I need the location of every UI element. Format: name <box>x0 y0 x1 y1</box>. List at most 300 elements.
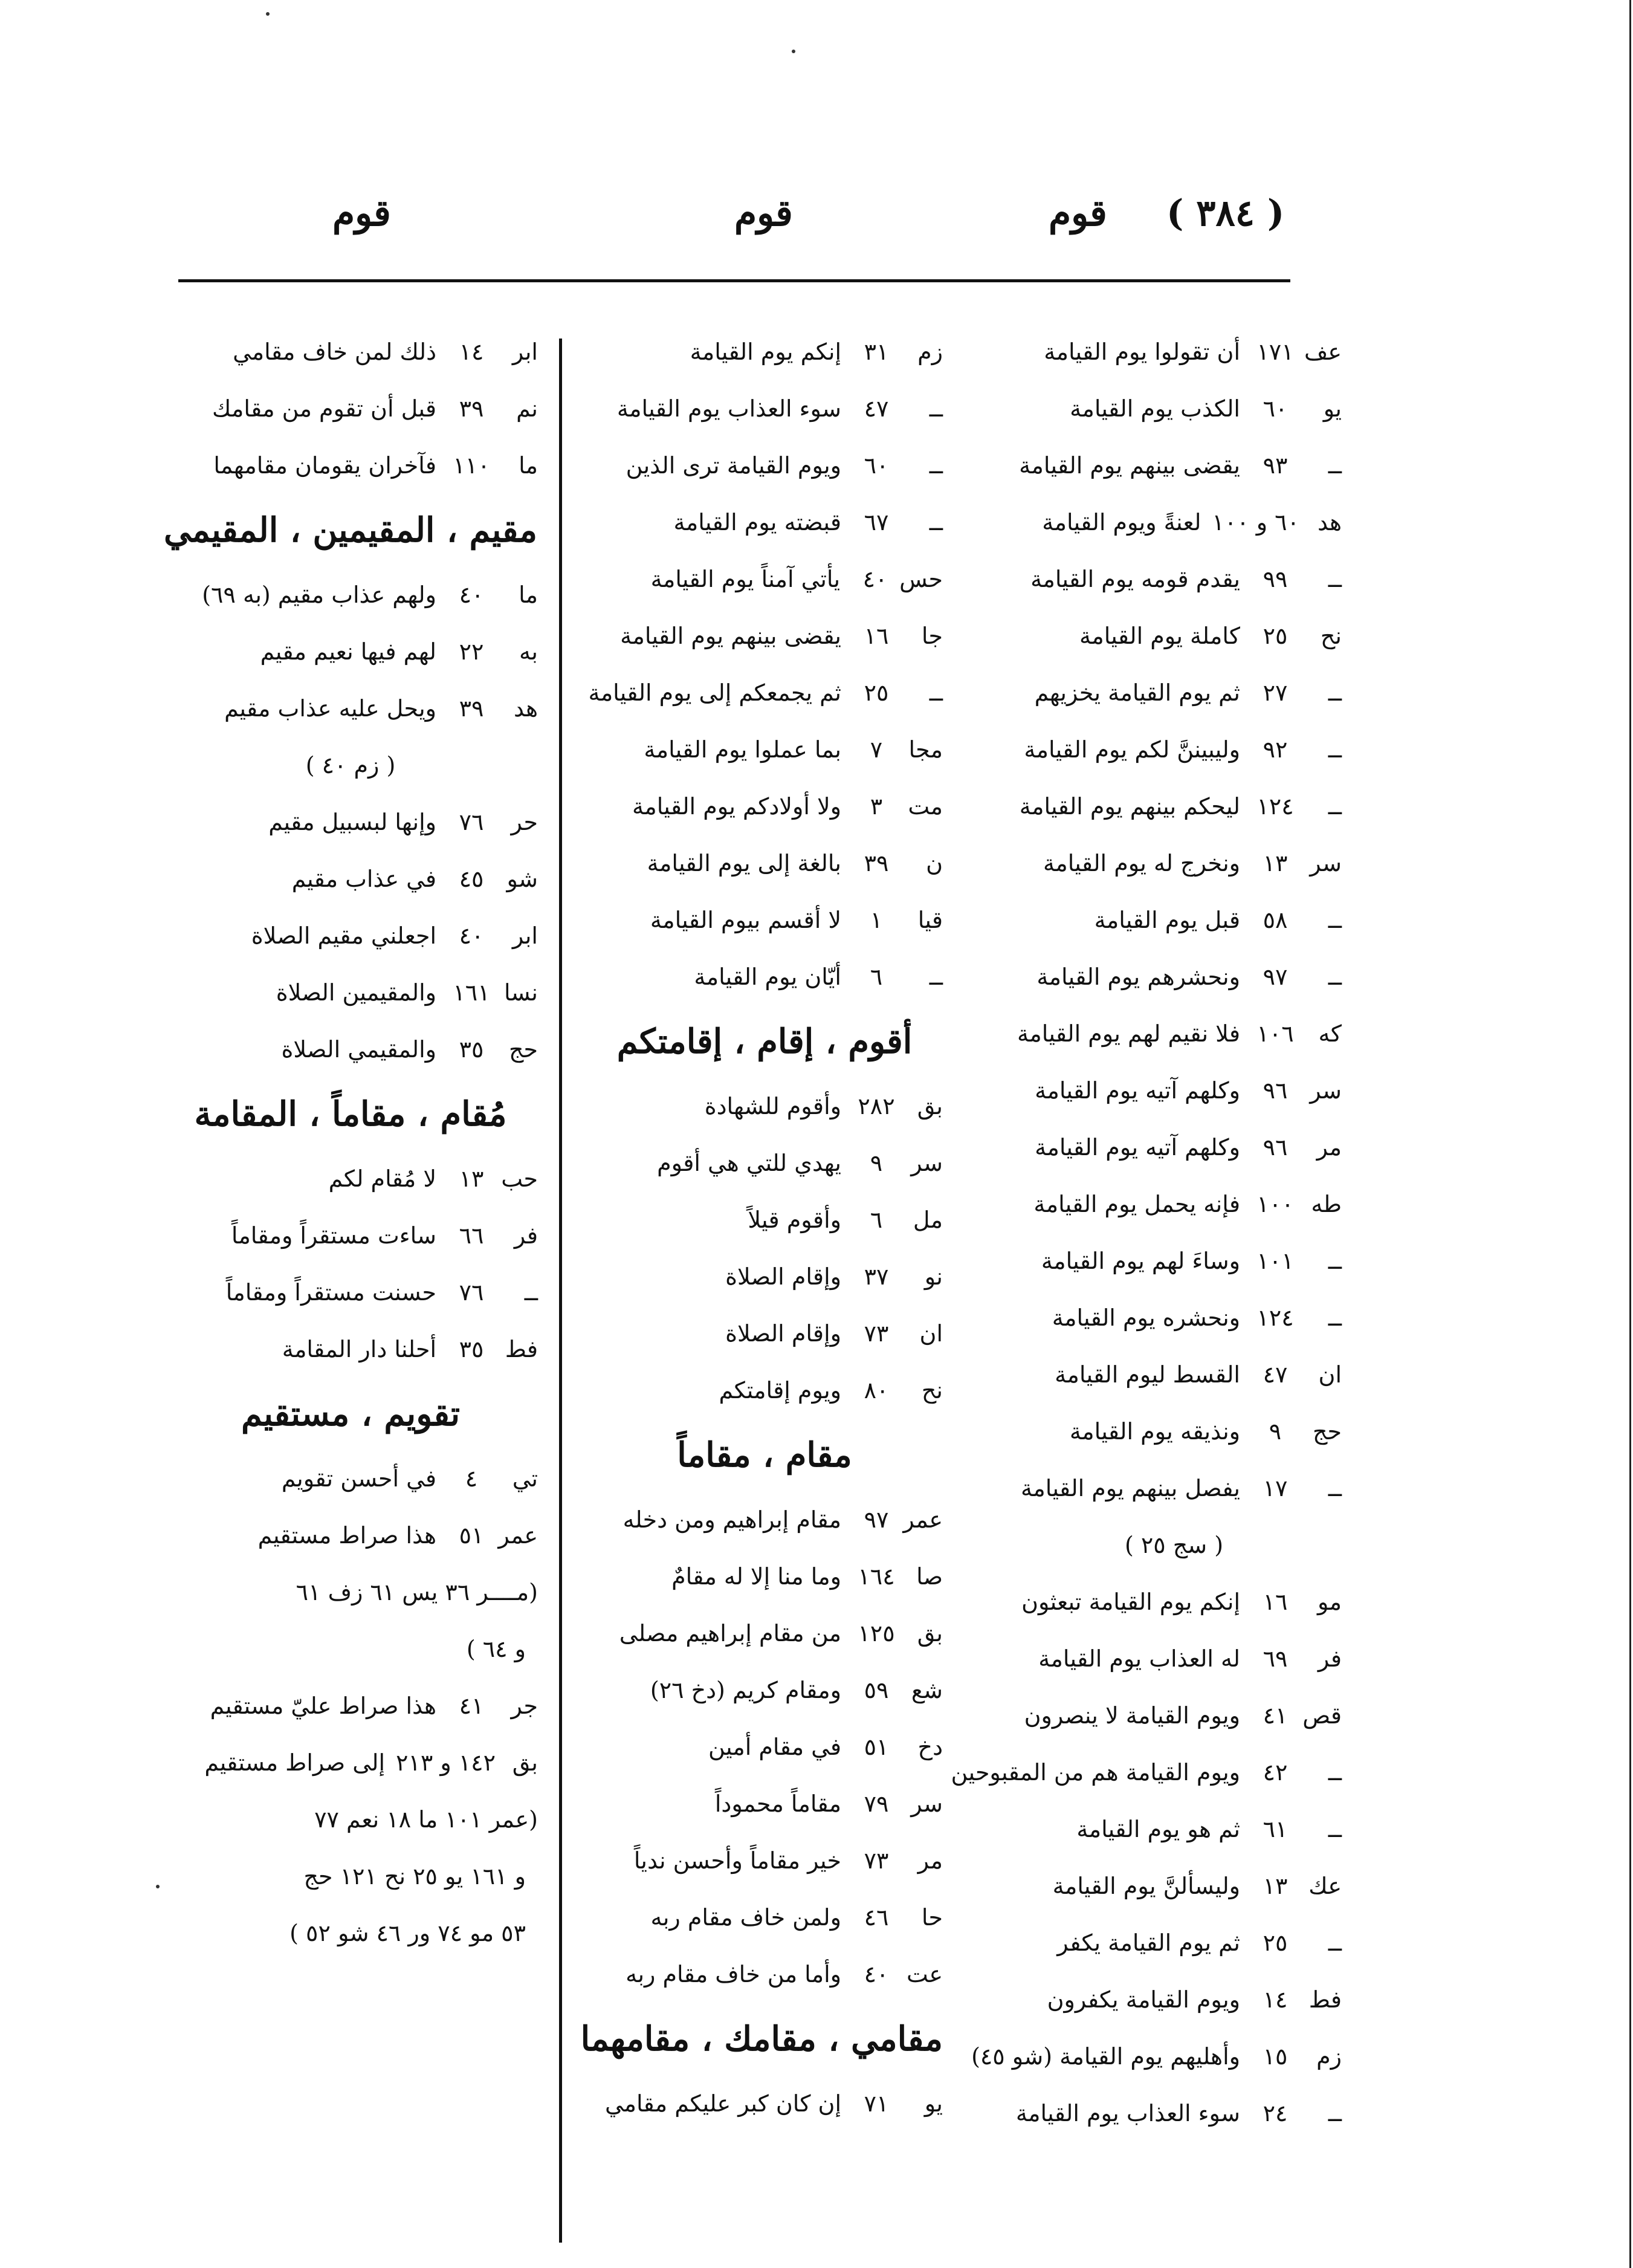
index-entry <box>163 566 538 623</box>
entry-abbreviation: مر <box>1316 1134 1342 1161</box>
entry-text: يقضى بينهم يوم القيامة <box>1019 452 1240 479</box>
entry-verse-number: ١٧ <box>1263 1475 1288 1502</box>
header-rule <box>178 279 1290 282</box>
index-entry <box>1006 1573 1342 1630</box>
entry-verse-number: ٩ <box>1269 1418 1282 1445</box>
entry-verse-number: ٤٧ <box>1263 1361 1288 1388</box>
index-entry <box>586 1491 943 1548</box>
entry-text: وأهليهم يوم القيامة (شو ٤٥) <box>971 2043 1240 2070</box>
entry-verse-number: ٣٩ <box>459 695 484 722</box>
scan-edge <box>1629 0 1631 2268</box>
entry-text: فآخران يقومان مقامهما <box>213 452 436 479</box>
entry-text: يقضى بينهم يوم القيامة <box>620 623 841 649</box>
entry-text: ونذيقه يوم القيامة <box>1069 1418 1240 1445</box>
entry-verse-number: ٧ <box>870 736 883 763</box>
entry-text: وليسألنَّ يوم القيامة <box>1052 1873 1240 1899</box>
entry-abbreviation: ابر <box>512 339 538 365</box>
entry-text: يفصل بينهم يوم القيامة <box>1021 1475 1240 1502</box>
entry-abbreviation: به <box>519 638 538 665</box>
index-entry <box>951 1744 1342 1801</box>
entry-verse-number: ٣٩ <box>864 850 889 876</box>
entry-abbreviation: ان <box>1318 1361 1342 1388</box>
entry-text: وكلهم آتيه يوم القيامة <box>1035 1077 1240 1104</box>
entry-verse-number: ٦٦ <box>459 1222 484 1249</box>
entry-abbreviation: زم <box>917 339 943 365</box>
section-heading: مقامي ، مقامك ، مقامهما <box>580 2019 943 2059</box>
index-entry <box>1006 1289 1342 1346</box>
index-entry <box>1006 835 1342 892</box>
index-entry <box>586 551 943 608</box>
entry-verse-number: ٦ <box>870 964 883 990</box>
entry-text: قبل يوم القيامة <box>1094 907 1240 933</box>
index-entry <box>163 964 538 1021</box>
entry-verse-number: ٢٤ <box>1263 2100 1288 2127</box>
entry-text: ثم يوم القيامة يكفر <box>1057 1929 1240 1956</box>
entry-abbreviation: يو <box>1323 395 1342 422</box>
entry-text: لهم فيها نعيم مقيم <box>260 638 436 665</box>
index-entry <box>163 1450 538 1507</box>
entry-verse-number: ١٦ <box>1263 1589 1288 1615</box>
entry-abbreviation: مجا <box>908 736 943 763</box>
entry-abbreviation: بق <box>512 1749 538 1776</box>
header-word-middle: قوم <box>734 192 793 235</box>
entry-text: وإنها لبسبيل مقيم <box>268 809 436 835</box>
index-entry <box>163 850 538 907</box>
index-entry <box>1006 494 1342 551</box>
entry-verse-number: ٩٦ <box>1263 1134 1288 1161</box>
index-entry <box>1006 1233 1342 1289</box>
entry-abbreviation: عك <box>1308 1873 1342 1899</box>
index-entry <box>1006 1971 1342 2028</box>
index-entry <box>586 1889 943 1946</box>
entry-abbreviation: ما <box>519 582 538 608</box>
entry-abbreviation: حر <box>511 809 538 835</box>
reference-line: و ٦٤ ) <box>466 1636 526 1662</box>
section-heading: تقويم ، مستقيم <box>241 1394 461 1434</box>
index-entry <box>586 1662 943 1719</box>
entry-abbreviation: ــ <box>524 1279 538 1306</box>
entry-text: وأقوم قيلاً <box>748 1207 841 1233</box>
entry-abbreviation: مل <box>913 1207 943 1233</box>
index-entry <box>586 948 943 1005</box>
entry-abbreviation: جا <box>921 623 943 649</box>
index-entry <box>586 1719 943 1775</box>
index-entry <box>163 1507 538 1564</box>
index-entry <box>163 737 538 794</box>
index-entry <box>1006 1403 1342 1460</box>
entry-verse-number: ٤٠ <box>459 922 484 949</box>
entry-verse-number: ٩٧ <box>1263 964 1288 990</box>
entry-text: ولهم عذاب مقيم (به ٦٩) <box>202 582 436 608</box>
entry-abbreviation: صا <box>916 1563 943 1590</box>
scan-speck <box>792 50 795 53</box>
entry-abbreviation: ــ <box>1328 1759 1342 1786</box>
index-entry <box>163 323 538 380</box>
entry-verse-number: ٤٠ <box>862 566 888 592</box>
index-entry <box>1006 1858 1342 1914</box>
entry-text: ويوم القيامة ترى الذين <box>626 452 841 479</box>
entry-text: وأقوم للشهادة <box>704 1093 841 1119</box>
entry-verse-number: ٥١ <box>864 1734 889 1760</box>
index-entry <box>586 664 943 721</box>
entry-abbreviation: ــ <box>1328 1304 1342 1331</box>
entry-verse-number: ٢٥ <box>1263 1929 1288 1956</box>
entry-verse-number: ٦١ <box>1263 1816 1288 1842</box>
entry-verse-number: ١٠٦ <box>1256 1020 1294 1047</box>
entry-text: من مقام إبراهيم مصلى <box>619 1620 841 1647</box>
entry-abbreviation: ــ <box>1328 2100 1342 2127</box>
index-entry <box>586 778 943 835</box>
index-entry <box>1006 721 1342 778</box>
entry-text: سوء العذاب يوم القيامة <box>1015 2100 1240 2127</box>
entry-verse-number: ٤٠ <box>459 582 484 608</box>
index-entry <box>163 1321 538 1378</box>
entry-abbreviation: بق <box>917 1620 943 1647</box>
entry-verse-number: ٤٦ <box>864 1904 889 1931</box>
entry-text: مقام إبراهيم ومن دخله <box>622 1506 841 1533</box>
index-entry <box>1006 2085 1342 2142</box>
entry-verse-number: ١٦٤ <box>858 1563 895 1590</box>
entry-text: قبضته يوم القيامة <box>673 509 841 536</box>
entry-text: والمقيمي الصلاة <box>281 1036 436 1063</box>
entry-text: أن تقولوا يوم القيامة <box>1044 339 1240 365</box>
entry-abbreviation: كه <box>1318 1020 1342 1047</box>
entry-abbreviation: سر <box>1310 1077 1342 1104</box>
entry-abbreviation: قيا <box>917 907 943 933</box>
index-entry <box>586 1946 943 2003</box>
entry-text: إن كان كبر عليكم مقامي <box>604 2090 841 2117</box>
entry-text: إلى صراط مستقيم <box>204 1749 386 1776</box>
entry-text: سوء العذاب يوم القيامة <box>616 395 841 422</box>
entry-text: والمقيمين الصلاة <box>276 979 436 1006</box>
entry-verse-number: ١٤٢ و ٢١٣ <box>396 1749 496 1776</box>
entry-abbreviation: حب <box>501 1165 538 1192</box>
entry-verse-number: ٥٩ <box>864 1677 889 1703</box>
entry-text: وليبيننَّ لكم يوم القيامة <box>1024 736 1240 763</box>
index-entry <box>1006 1687 1342 1744</box>
entry-abbreviation: طه <box>1311 1191 1342 1217</box>
entry-verse-number: ١٤ <box>459 339 484 365</box>
entry-verse-number: ٣٩ <box>459 395 484 422</box>
index-entry <box>586 323 943 380</box>
entry-abbreviation: ــ <box>1328 964 1342 990</box>
entry-verse-number: ٧٣ <box>864 1320 889 1347</box>
section-heading: أقوم ، إقام ، إقامتكم <box>616 1022 913 1061</box>
entry-verse-number: ٤٥ <box>459 866 484 892</box>
entry-text: مقاماً محموداً <box>714 1790 841 1817</box>
entry-text: بالغة إلى يوم القيامة <box>647 850 841 876</box>
entry-verse-number: ٧٩ <box>864 1790 889 1817</box>
index-entry <box>1006 551 1342 608</box>
entry-abbreviation: ــ <box>1328 1929 1342 1956</box>
entry-verse-number: ٣٧ <box>864 1263 889 1290</box>
entry-verse-number: ٦٠ و ١٠٠ <box>1212 509 1299 536</box>
entry-abbreviation: تي <box>512 1465 538 1492</box>
entry-text: الكذب يوم القيامة <box>1070 395 1240 422</box>
entry-abbreviation: ــ <box>1328 793 1342 820</box>
entry-text: خير مقاماً وأحسن ندياً <box>633 1847 841 1874</box>
entry-abbreviation: فر <box>1318 1645 1342 1672</box>
index-entry <box>586 1191 943 1248</box>
entry-abbreviation: ــ <box>1328 736 1342 763</box>
entry-verse-number: ٩٦ <box>1263 1077 1288 1104</box>
entry-abbreviation: عمر <box>498 1522 538 1549</box>
index-entry <box>1006 1460 1342 1517</box>
entry-text: ساءت مستقراً ومقاماً <box>231 1222 436 1249</box>
entry-verse-number: ١٣ <box>1263 1873 1288 1899</box>
entry-text: قبل أن تقوم من مقامك <box>212 395 436 422</box>
entry-text: يقدم قومه يوم القيامة <box>1030 566 1240 592</box>
entry-abbreviation: عف <box>1304 339 1342 365</box>
entry-abbreviation: ــ <box>929 679 943 706</box>
entry-text: ثم يجمعكم إلى يوم القيامة <box>588 679 841 706</box>
index-entry <box>1006 323 1342 380</box>
index-entry <box>1006 1630 1342 1687</box>
entry-abbreviation: مو <box>1318 1589 1342 1615</box>
entry-verse-number: ٢٧ <box>1263 679 1288 706</box>
entry-abbreviation: نسا <box>503 979 538 1006</box>
entry-verse-number: ٤١ <box>459 1693 484 1719</box>
entry-verse-number: ٤١ <box>1263 1702 1288 1729</box>
entry-verse-number: ٦ <box>870 1207 883 1233</box>
index-entry <box>586 2075 943 2132</box>
entry-verse-number: ٩٧ <box>864 1506 889 1533</box>
entry-text: بما عملوا يوم القيامة <box>644 736 841 763</box>
index-entry <box>163 623 538 680</box>
header-word-left: قوم <box>332 192 391 235</box>
index-entry <box>1006 608 1342 664</box>
entry-verse-number: ٨٠ <box>864 1377 889 1404</box>
entry-verse-number: ١٣ <box>459 1165 484 1192</box>
entry-verse-number: ١٦ <box>864 623 889 649</box>
index-entry <box>586 1548 943 1605</box>
index-entry <box>1006 948 1342 1005</box>
entry-text: ويوم القيامة يكفرون <box>1047 1986 1240 2013</box>
entry-abbreviation: شو <box>506 866 538 892</box>
entry-verse-number: ٥١ <box>459 1522 484 1549</box>
index-entry <box>586 1135 943 1191</box>
entry-abbreviation: ــ <box>1328 679 1342 706</box>
entry-verse-number: ٤٠ <box>864 1961 889 1988</box>
entry-verse-number: ٧٦ <box>459 1279 484 1306</box>
entry-text: ثم يوم القيامة يخزيهم <box>1034 679 1240 706</box>
entry-text: وساءَ لهم يوم القيامة <box>1041 1248 1240 1274</box>
entry-verse-number: ٥٨ <box>1263 907 1288 933</box>
entry-text: في مقام أمين <box>708 1734 841 1760</box>
entry-text: وما منا إلا له مقامٌ <box>671 1563 841 1590</box>
entry-verse-number: ٤٢ <box>1263 1759 1288 1786</box>
entry-abbreviation: شع <box>911 1677 943 1703</box>
index-entry <box>1006 1914 1342 1971</box>
entry-text: ويحل عليه عذاب مقيم <box>224 695 436 722</box>
entry-abbreviation: دخ <box>917 1734 943 1760</box>
entry-verse-number: ٤٧ <box>864 395 889 422</box>
reference-line: (مــــر ٣٦ يس ٦١ زف ٦١ <box>296 1579 538 1605</box>
index-entry <box>1006 1005 1342 1062</box>
entry-verse-number: ١٦١ <box>453 979 490 1006</box>
entry-text: وأما من خاف مقام ربه <box>626 1961 841 1988</box>
entry-abbreviation: حج <box>508 1036 538 1063</box>
entry-text: فلا نقيم لهم يوم القيامة <box>1017 1020 1240 1047</box>
entry-text: ولمن خاف مقام ربه <box>650 1904 841 1931</box>
index-entry <box>163 380 538 437</box>
header-word-right: قوم <box>1049 192 1107 235</box>
entry-text: فإنه يحمل يوم القيامة <box>1033 1191 1240 1217</box>
entry-abbreviation: حج <box>1312 1418 1342 1445</box>
entry-abbreviation: سر <box>911 1150 943 1176</box>
entry-text: لا أقسم بيوم القيامة <box>650 907 841 933</box>
reference-line: (عمر ١٠١ ما ١٨ نعم ٧٧ <box>314 1806 538 1833</box>
section-heading: مقام ، مقاماً <box>677 1435 852 1475</box>
page-number: ( ٣٨٤ ) <box>1166 192 1285 235</box>
index-entry <box>1006 892 1342 948</box>
entry-verse-number: ٣ <box>870 793 883 820</box>
entry-abbreviation: نح <box>921 1377 943 1404</box>
entry-verse-number: ١٢٥ <box>858 1620 895 1647</box>
entry-verse-number: ١٢٤ <box>1256 1304 1294 1331</box>
index-entry <box>163 1734 538 1791</box>
entry-verse-number: ١٧١ <box>1256 339 1294 365</box>
index-entry <box>586 721 943 778</box>
entry-text: في أحسن تقويم <box>281 1465 436 1492</box>
index-entry <box>971 2028 1342 2085</box>
entry-abbreviation: مت <box>908 793 943 820</box>
index-entry <box>163 680 538 737</box>
entry-verse-number: ١١٠ <box>453 452 490 479</box>
entry-text: وإقام الصلاة <box>725 1263 841 1290</box>
entry-text: ونحشره يوم القيامة <box>1052 1304 1240 1331</box>
entry-continuation: ( سج ٢٥ ) <box>1124 1532 1224 1558</box>
entry-text: ومقام كريم (دخ ٢٦) <box>650 1677 841 1703</box>
index-entry <box>586 1832 943 1889</box>
entry-text: لا مُقام لكم <box>328 1165 436 1192</box>
entry-verse-number: ٩٢ <box>1263 736 1288 763</box>
index-entry <box>1006 380 1342 437</box>
index-entry <box>163 1021 538 1078</box>
index-entry <box>163 1207 538 1264</box>
left-column <box>163 323 538 1962</box>
index-entry <box>586 1248 943 1305</box>
entry-verse-number: ١٣ <box>1263 850 1288 876</box>
entry-text: هذا صراط عليّ مستقيم <box>210 1693 436 1719</box>
index-entry <box>586 1775 943 1832</box>
reference-line: ٥٣ مو ٧٤ ور ٤٦ شو ٥٢ ) <box>289 1920 526 1946</box>
entry-text: كاملة يوم القيامة <box>1079 623 1240 649</box>
entry-abbreviation: فط <box>505 1336 538 1362</box>
index-entry <box>586 1605 943 1662</box>
index-entry <box>586 608 943 664</box>
index-entry <box>1006 1801 1342 1858</box>
index-entry <box>1006 1346 1342 1403</box>
entry-verse-number: ١٠١ <box>1256 1248 1294 1274</box>
entry-text: ويوم القيامة لا ينصرون <box>1024 1702 1240 1729</box>
entry-abbreviation: ــ <box>1328 566 1342 592</box>
entry-text: له العذاب يوم القيامة <box>1038 1645 1240 1672</box>
entry-continuation: ( زم ٤٠ ) <box>305 752 396 779</box>
entry-text: ثم هو يوم القيامة <box>1076 1816 1240 1842</box>
index-entry <box>1006 1119 1342 1176</box>
entry-abbreviation: نح <box>1320 623 1342 649</box>
entry-abbreviation: حس <box>899 566 943 592</box>
entry-verse-number: ٩٣ <box>1263 452 1288 479</box>
entry-abbreviation: مر <box>917 1847 943 1874</box>
entry-abbreviation: سر <box>1310 850 1342 876</box>
entry-abbreviation: ــ <box>929 964 943 990</box>
entry-text: وكلهم آتيه يوم القيامة <box>1035 1134 1240 1161</box>
entry-abbreviation: هد <box>514 695 538 722</box>
entry-abbreviation: زم <box>1316 2043 1342 2070</box>
entry-abbreviation: ــ <box>929 452 943 479</box>
entry-abbreviation: يو <box>924 2090 943 2117</box>
entry-text: هذا صراط مستقيم <box>257 1522 436 1549</box>
entry-abbreviation: حا <box>921 1904 943 1931</box>
middle-column <box>580 323 943 2132</box>
index-entry <box>1006 778 1342 835</box>
entry-text: حسنت مستقراً ومقاماً <box>225 1279 436 1306</box>
index-entry <box>163 794 538 850</box>
entry-abbreviation: قص <box>1302 1702 1342 1729</box>
entry-text: ويوم إقامتكم <box>719 1377 841 1404</box>
index-entry <box>586 494 943 551</box>
index-entry <box>586 892 943 948</box>
entry-abbreviation: ما <box>519 452 538 479</box>
entry-verse-number: ١٠٠ <box>1256 1191 1294 1217</box>
entry-text: يهدي للتي هي أقوم <box>657 1150 841 1176</box>
entry-text: ونحشرهم يوم القيامة <box>1036 964 1240 990</box>
reference-line: و ١٦١ يو ٢٥ نح ١٢١ حج <box>303 1863 526 1890</box>
entry-verse-number: ٣٥ <box>459 1336 484 1362</box>
index-entry <box>163 1677 538 1734</box>
entry-text: ذلك لمن خاف مقامي <box>233 339 436 365</box>
entry-text: ليحكم بينهم يوم القيامة <box>1019 793 1240 820</box>
entry-text: أحلنا دار المقامة <box>282 1336 436 1362</box>
entry-verse-number: ٦٩ <box>1263 1645 1288 1672</box>
entry-abbreviation: ــ <box>1328 1248 1342 1274</box>
entry-text: القسط ليوم القيامة <box>1055 1361 1240 1388</box>
entry-verse-number: ١ <box>870 907 883 933</box>
index-entry <box>163 1150 538 1207</box>
section-heading: مُقام ، مقاماً ، المقامة <box>194 1094 507 1134</box>
entry-verse-number: ٩٩ <box>1263 566 1288 592</box>
entry-verse-number: ٧١ <box>864 2090 889 2117</box>
entry-verse-number: ٣٥ <box>459 1036 484 1063</box>
entry-abbreviation: جر <box>511 1693 538 1719</box>
index-entry <box>586 1362 943 1419</box>
entry-verse-number: ٢٥ <box>1263 623 1288 649</box>
entry-text: ولا أولادكم يوم القيامة <box>632 793 841 820</box>
index-entry <box>586 1305 943 1362</box>
entry-text: إنكم يوم القيامة تبعثون <box>1021 1589 1240 1615</box>
entry-verse-number: ٦٠ <box>1263 395 1288 422</box>
index-entry <box>586 835 943 892</box>
index-entry <box>586 437 943 494</box>
entry-abbreviation: ــ <box>1328 1816 1342 1842</box>
index-entry <box>163 907 538 964</box>
entry-verse-number: ٦٠ <box>864 452 889 479</box>
entry-abbreviation: ن <box>926 850 943 876</box>
entry-text: وإقام الصلاة <box>725 1320 841 1347</box>
entry-abbreviation: هد <box>1318 509 1342 536</box>
right-column <box>951 323 1342 2142</box>
scan-speck <box>156 1885 160 1888</box>
index-entry <box>163 437 538 494</box>
entry-text: أيّان يوم القيامة <box>694 964 841 990</box>
entry-abbreviation: فط <box>1308 1986 1342 2013</box>
entry-abbreviation: ــ <box>1328 1475 1342 1502</box>
entry-verse-number: ٢٥ <box>864 679 889 706</box>
index-entry <box>586 1078 943 1135</box>
entry-abbreviation: فر <box>514 1222 538 1249</box>
